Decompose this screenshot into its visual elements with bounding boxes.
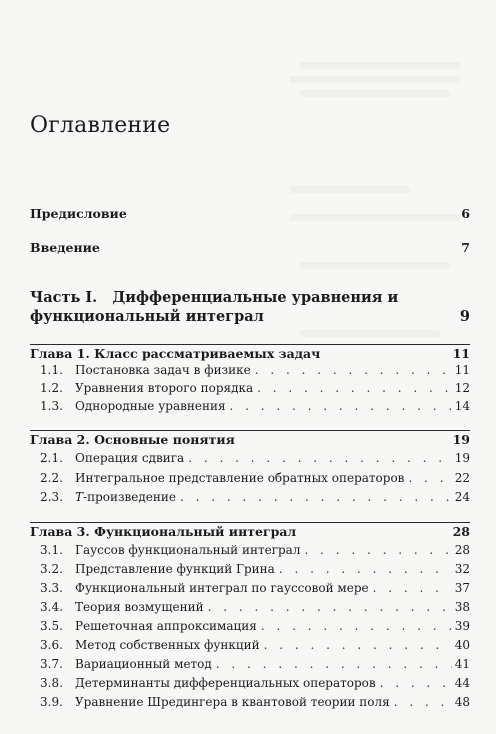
part-name: Дифференциальные уравнения и функциональный интеграл [30,289,399,325]
toc-section[interactable] [40,638,470,652]
toc-section[interactable] [40,490,470,504]
dot-leader [260,638,452,652]
section-number: 3.2. [40,562,63,576]
part-page: 9 [459,308,470,325]
section-page: 14 [454,399,470,413]
chapter-page: 11 [452,346,470,361]
toc-section[interactable] [40,600,470,614]
chapter-divider [30,522,470,523]
section-title [75,490,176,504]
entry-page: 7 [461,240,470,255]
show-through [300,262,450,269]
section-page: 41 [454,657,470,671]
toc-entry-introduction[interactable] [30,240,470,255]
section-number: 3.4. [40,600,63,614]
section-number: 3.1. [40,543,63,557]
chapter-divider [30,430,470,431]
section-title: Детерминанты дифференциальных операторов [75,676,376,690]
toc-section[interactable] [40,581,470,595]
section-number: 3.9. [40,695,63,709]
section-page: 28 [454,543,470,557]
toc-entry-preface[interactable] [30,206,470,221]
section-number: 3.8. [40,676,63,690]
dot-leader [369,581,452,595]
page-title: Оглавление [30,113,171,138]
section-title: Постановка задач в физике [75,363,251,377]
dot-leader [257,619,452,633]
section-title: Однородные уравнения [75,399,226,413]
dot-leader [226,399,452,413]
section-page: 24 [454,490,470,504]
section-title: Уравнение Шредингера в квантовой теории поля [75,695,390,709]
section-title: Теория возмущений [75,600,204,614]
toc-section[interactable] [40,562,470,576]
section-title: Уравнения второго порядка [75,381,254,395]
section-number: 1.3. [40,399,63,413]
show-through [290,186,410,193]
dot-leader [404,471,452,485]
show-through [290,76,460,83]
chapter-page: 19 [452,432,470,447]
toc-section[interactable] [40,695,470,709]
section-page: 22 [454,471,470,485]
part-label: Часть I. [30,289,98,306]
section-number: 1.2. [40,381,63,395]
toc-chapter-2[interactable] [30,432,470,447]
section-page: 37 [454,581,470,595]
section-title: Гауссов функциональный интеграл [75,543,301,557]
section-title: Представление функций Грина [75,562,275,576]
section-title: Решеточная аппроксимация [75,619,257,633]
show-through [300,62,460,69]
toc-section[interactable] [40,399,470,413]
entry-page: 6 [461,206,470,221]
section-title: Вариационный метод [75,657,212,671]
section-title: Функциональный интеграл по гауссовой мере [75,581,369,595]
section-number: 2.3. [40,490,63,504]
toc-section[interactable] [40,363,470,377]
dot-leader [204,600,452,614]
part-title [30,288,430,326]
section-number: 3.7. [40,657,63,671]
dot-leader [300,543,452,557]
section-number: 1.1. [40,363,63,377]
section-title-rest: -произведение [83,490,176,504]
section-number: 3.5. [40,619,63,633]
section-page: 40 [454,638,470,652]
show-through [300,330,440,337]
toc-section[interactable] [40,451,470,465]
section-page: 48 [454,695,470,709]
dot-leader [376,676,452,690]
chapter-divider [30,344,470,345]
section-title: Операция сдвига [75,451,185,465]
section-number: 2.2. [40,471,63,485]
italic-t: T [75,490,84,504]
section-page: 32 [454,562,470,576]
dot-leader [184,451,452,465]
chapter-title: Глава 2. Основные понятия [30,432,235,447]
section-page: 39 [454,619,470,633]
toc-section[interactable] [40,381,470,395]
section-title: Интегральное представление обратных операторов [75,471,405,485]
section-title: Метод собственных функций [75,638,260,652]
toc-section[interactable] [40,619,470,633]
section-number: 3.3. [40,581,63,595]
section-page: 19 [454,451,470,465]
toc-part-1[interactable] [30,288,470,326]
toc-chapter-1[interactable] [30,346,470,361]
section-page: 44 [454,676,470,690]
section-number: 3.6. [40,638,63,652]
toc-section[interactable] [40,676,470,690]
section-page: 12 [454,381,470,395]
entry-title: Предисловие [30,206,127,221]
dot-leader [275,562,452,576]
toc-section[interactable] [40,543,470,557]
chapter-title: Глава 1. Класс рассматриваемых задач [30,346,321,361]
chapter-page: 28 [452,524,470,539]
chapter-title: Глава 3. Функциональный интеграл [30,524,297,539]
dot-leader [251,363,452,377]
toc-section[interactable] [40,471,470,485]
show-through [300,90,450,97]
section-number: 2.1. [40,451,63,465]
entry-title: Введение [30,240,100,255]
section-page: 11 [454,363,470,377]
dot-leader [212,657,452,671]
dot-leader [253,381,452,395]
dot-leader [176,490,452,504]
toc-chapter-3[interactable] [30,524,470,539]
section-page: 38 [454,600,470,614]
toc-section[interactable] [40,657,470,671]
dot-leader [390,695,452,709]
